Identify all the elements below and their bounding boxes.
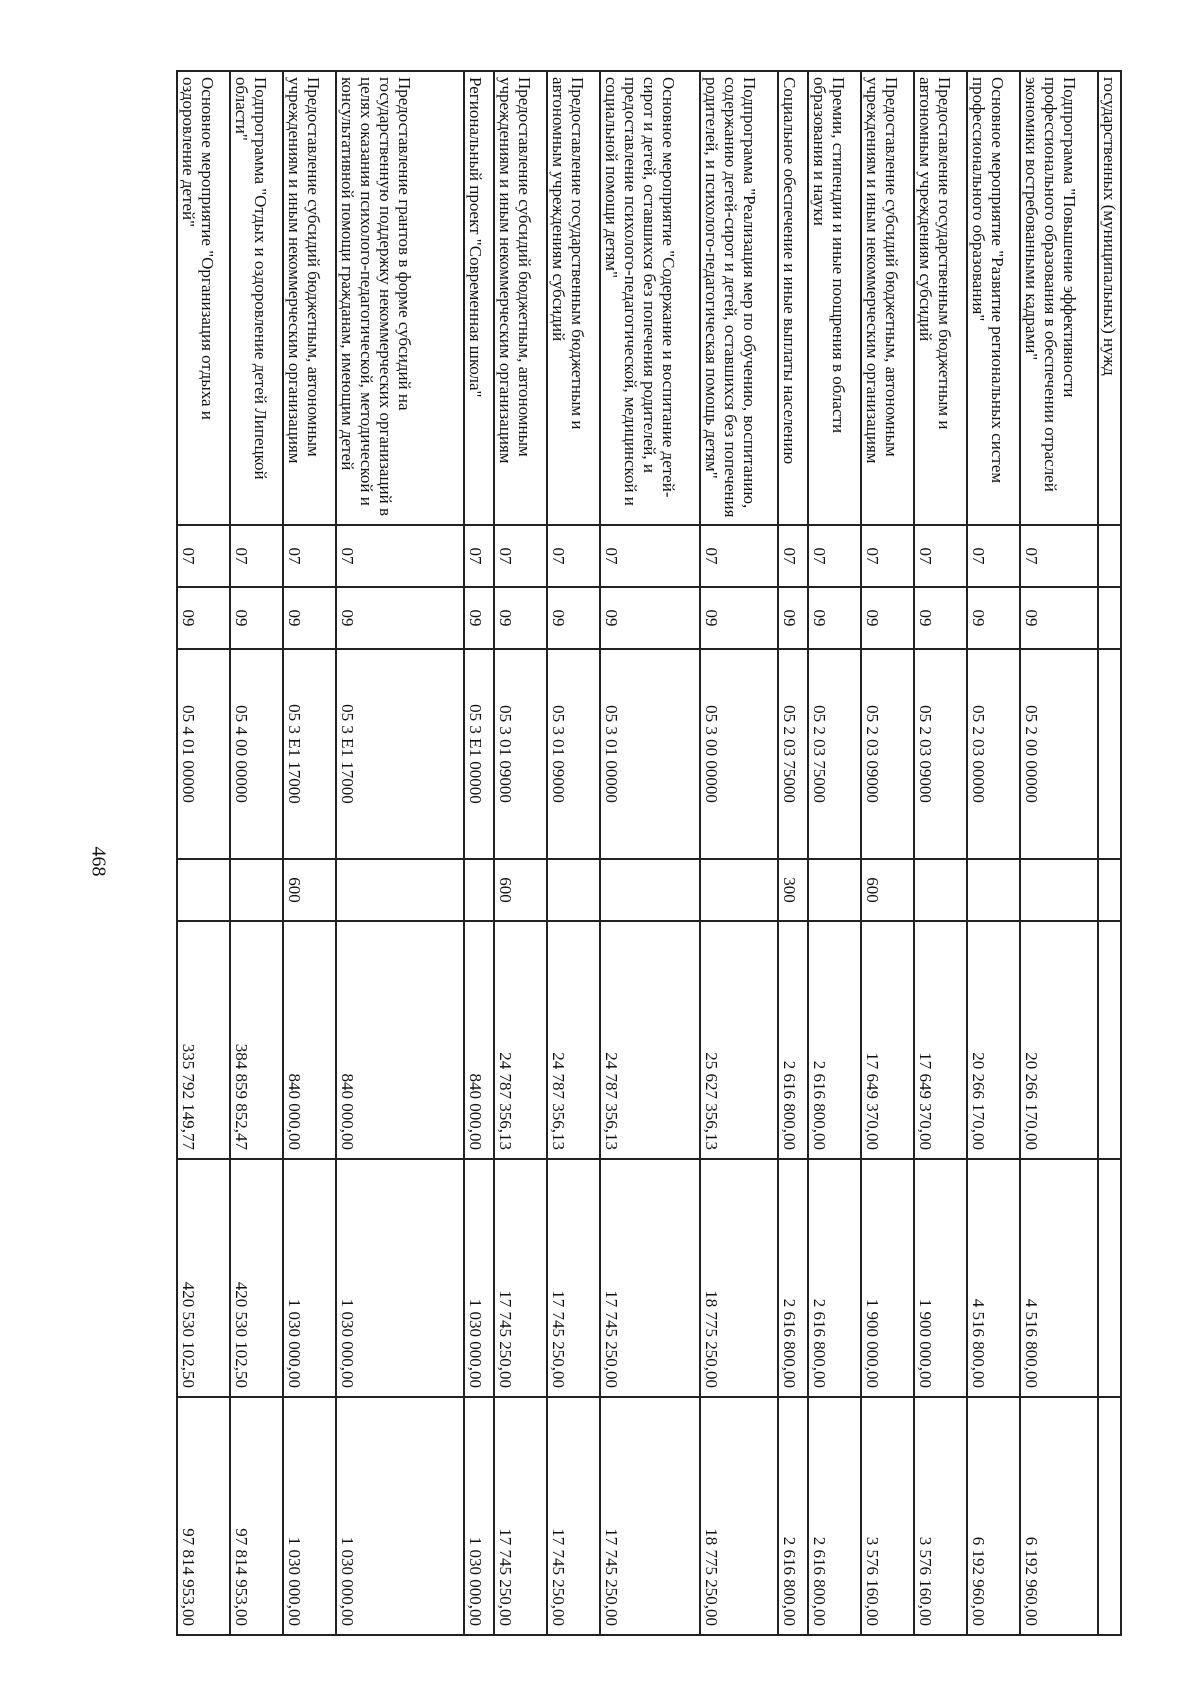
expense-type-cell [230,859,283,921]
row-name-cell: Подпрограмма "Повышение эффективности профессионального образования в обеспечении отраслей экономики востребованными кадрами" [1020,71,1098,525]
expense-type-cell: 600 [494,859,547,921]
amount-year3-cell: 2 616 800,00 [808,1397,861,1635]
amount-year2-cell: 1 900 000,00 [914,1159,967,1397]
amount-year3-cell: 2 616 800,00 [778,1397,808,1635]
amount-year2-cell: 420 530 102,50 [177,1159,230,1397]
expense-type-cell: 600 [861,859,914,921]
subsection-code-cell: 09 [464,587,494,649]
section-code-cell: 07 [1020,525,1098,587]
amount-year1-cell: 17 649 370,00 [861,921,914,1159]
amount-year3-cell: 1 030 000,00 [283,1397,336,1635]
target-article-cell: 05 3 01 09000 [547,649,600,859]
table-row [778,71,808,1635]
expense-type-cell [700,859,778,921]
expense-type-cell [914,859,967,921]
subsection-code-cell [1098,587,1121,649]
table-row [1020,71,1098,1635]
amount-year1-cell: 2 616 800,00 [808,921,861,1159]
table-row [283,71,336,1635]
table-row [547,71,600,1635]
subsection-code-cell: 09 [861,587,914,649]
amount-year1-cell: 840 000,00 [464,921,494,1159]
expense-type-cell [1098,859,1121,921]
subsection-code-cell: 09 [494,587,547,649]
amount-year2-cell: 17 745 250,00 [494,1159,547,1397]
subsection-code-cell: 09 [808,587,861,649]
target-article-cell: 05 3 01 00000 [600,649,700,859]
row-name-cell: Основное мероприятие "Содержание и воспитание детей-сирот и детей, оставшихся без попечения родителей, и предоставление психолого-педагогической, медицинской и социальной помощи детям" [600,71,700,525]
amount-year3-cell: 18 775 250,00 [700,1397,778,1635]
row-name-cell: Основное мероприятие "Организация отдыха и оздоровление детей" [177,71,230,525]
expense-type-cell: 300 [778,859,808,921]
row-name-cell: Основное мероприятие "Развитие региональных систем профессионального образования" [967,71,1020,525]
section-code-cell: 07 [861,525,914,587]
amount-year1-cell: 840 000,00 [336,921,464,1159]
amount-year3-cell: 97 814 953,00 [230,1397,283,1635]
subsection-code-cell: 09 [1020,587,1098,649]
expense-type-cell [464,859,494,921]
section-code-cell: 07 [547,525,600,587]
target-article-cell: 05 2 03 75000 [808,649,861,859]
row-name-cell: Социальное обеспечение и иные выплаты населению [778,71,808,525]
row-name-cell: государственных (муниципальных) нужд [1098,71,1121,525]
expense-type-cell [177,859,230,921]
amount-year2-cell: 2 616 800,00 [778,1159,808,1397]
table-row [177,71,230,1635]
target-article-cell: 05 2 03 75000 [778,649,808,859]
target-article-cell: 05 3 00 00000 [700,649,778,859]
expense-type-cell [600,859,700,921]
expense-type-cell [967,859,1020,921]
amount-year2-cell: 420 530 102,50 [230,1159,283,1397]
section-code-cell: 07 [967,525,1020,587]
amount-year1-cell [1098,921,1121,1159]
target-article-cell: 05 4 00 00000 [230,649,283,859]
amount-year3-cell: 6 192 960,00 [967,1397,1020,1635]
amount-year1-cell: 24 787 356,13 [494,921,547,1159]
amount-year1-cell: 24 787 356,13 [600,921,700,1159]
amount-year1-cell: 17 649 370,00 [914,921,967,1159]
table-row [914,71,967,1635]
target-article-cell: 05 4 01 00000 [177,649,230,859]
amount-year1-cell: 840 000,00 [283,921,336,1159]
subsection-code-cell: 09 [600,587,700,649]
table-row [808,71,861,1635]
amount-year2-cell: 17 745 250,00 [547,1159,600,1397]
amount-year2-cell: 1 030 000,00 [464,1159,494,1397]
amount-year1-cell: 20 266 170,00 [967,921,1020,1159]
expense-type-cell: 600 [283,859,336,921]
amount-year1-cell: 2 616 800,00 [778,921,808,1159]
table-row [230,71,283,1635]
amount-year3-cell: 6 192 960,00 [1020,1397,1098,1635]
section-code-cell: 07 [494,525,547,587]
target-article-cell: 05 2 03 09000 [914,649,967,859]
target-article-cell [1098,649,1121,859]
amount-year2-cell: 1 030 000,00 [283,1159,336,1397]
amount-year3-cell: 17 745 250,00 [547,1397,600,1635]
expense-type-cell [336,859,464,921]
amount-year3-cell: 97 814 953,00 [177,1397,230,1635]
target-article-cell: 05 3 E1 00000 [464,649,494,859]
section-code-cell: 07 [177,525,230,587]
amount-year3-cell: 17 745 250,00 [494,1397,547,1635]
rotated-budget-table-container [132,70,1122,1634]
amount-year2-cell: 4 516 800,00 [1020,1159,1098,1397]
target-article-cell: 05 2 03 00000 [967,649,1020,859]
table-row [494,71,547,1635]
section-code-cell: 07 [230,525,283,587]
amount-year2-cell: 1 900 000,00 [861,1159,914,1397]
amount-year1-cell: 20 266 170,00 [1020,921,1098,1159]
subsection-code-cell: 09 [778,587,808,649]
subsection-code-cell: 09 [700,587,778,649]
amount-year1-cell: 25 627 356,13 [700,921,778,1159]
amount-year2-cell: 17 745 250,00 [600,1159,700,1397]
subsection-code-cell: 09 [967,587,1020,649]
amount-year2-cell: 1 030 000,00 [336,1159,464,1397]
expense-type-cell [1020,859,1098,921]
row-name-cell: Подпрограмма "Отдых и оздоровление детей Липецкой области" [230,71,283,525]
amount-year3-cell [1098,1397,1121,1635]
row-name-cell: Предоставление субсидий бюджетным, автономным учреждениям и иным некоммерческим организациям [494,71,547,525]
table-row [967,71,1020,1635]
amount-year3-cell: 3 576 160,00 [914,1397,967,1635]
subsection-code-cell: 09 [283,587,336,649]
amount-year2-cell [1098,1159,1121,1397]
section-code-cell: 07 [914,525,967,587]
section-code-cell: 07 [336,525,464,587]
amount-year2-cell: 2 616 800,00 [808,1159,861,1397]
section-code-cell: 07 [283,525,336,587]
page-number: 468 [87,846,110,877]
section-code-cell: 07 [778,525,808,587]
target-article-cell: 05 3 E1 17000 [283,649,336,859]
row-name-cell: Предоставление грантов в форме субсидий на государственную поддержку некоммерческих организаций в целях оказания психолого-педагогической, методической и консультативной помощи гражданам, имеющим детей [336,71,464,525]
table-row [600,71,700,1635]
table-row [700,71,778,1635]
budget-table-body [177,71,1121,1635]
subsection-code-cell: 09 [230,587,283,649]
row-name-cell: Предоставление субсидий бюджетным, автономным учреждениям и иным некоммерческим организациям [283,71,336,525]
amount-year3-cell: 17 745 250,00 [600,1397,700,1635]
target-article-cell: 05 3 01 09000 [494,649,547,859]
target-article-cell: 05 2 00 00000 [1020,649,1098,859]
row-name-cell: Предоставление государственным бюджетным и автономным учреждениям субсидий [547,71,600,525]
expense-type-cell [808,859,861,921]
amount-year3-cell: 3 576 160,00 [861,1397,914,1635]
amount-year1-cell: 24 787 356,13 [547,921,600,1159]
table-row [1098,71,1121,1635]
row-name-cell: Предоставление субсидий бюджетным, автономным учреждениям и иным некоммерческим организациям [861,71,914,525]
amount-year2-cell: 18 775 250,00 [700,1159,778,1397]
amount-year3-cell: 1 030 000,00 [464,1397,494,1635]
table-row [336,71,464,1635]
target-article-cell: 05 3 E1 17000 [336,649,464,859]
amount-year1-cell: 335 792 149,77 [177,921,230,1159]
amount-year3-cell: 1 030 000,00 [336,1397,464,1635]
table-row [861,71,914,1635]
row-name-cell: Подпрограмма "Реализация мер по обучению, воспитанию, содержанию детей-сирот и детей, оставшихся без попечения родителей, и психолого-педагогическая помощь детям" [700,71,778,525]
subsection-code-cell: 09 [177,587,230,649]
section-code-cell: 07 [808,525,861,587]
table-row [464,71,494,1635]
subsection-code-cell: 09 [547,587,600,649]
section-code-cell: 07 [600,525,700,587]
row-name-cell: Предоставление государственным бюджетным и автономным учреждениям субсидий [914,71,967,525]
expense-type-cell [547,859,600,921]
amount-year1-cell: 384 859 852,47 [230,921,283,1159]
section-code-cell: 07 [464,525,494,587]
budget-table [176,70,1122,1636]
row-name-cell: Региональный проект "Современная школа" [464,71,494,525]
amount-year2-cell: 4 516 800,00 [967,1159,1020,1397]
section-code-cell [1098,525,1121,587]
subsection-code-cell: 09 [336,587,464,649]
target-article-cell: 05 2 03 09000 [861,649,914,859]
row-name-cell: Премии, стипендии и иные поощрения в области образования и науки [808,71,861,525]
section-code-cell: 07 [700,525,778,587]
subsection-code-cell: 09 [914,587,967,649]
